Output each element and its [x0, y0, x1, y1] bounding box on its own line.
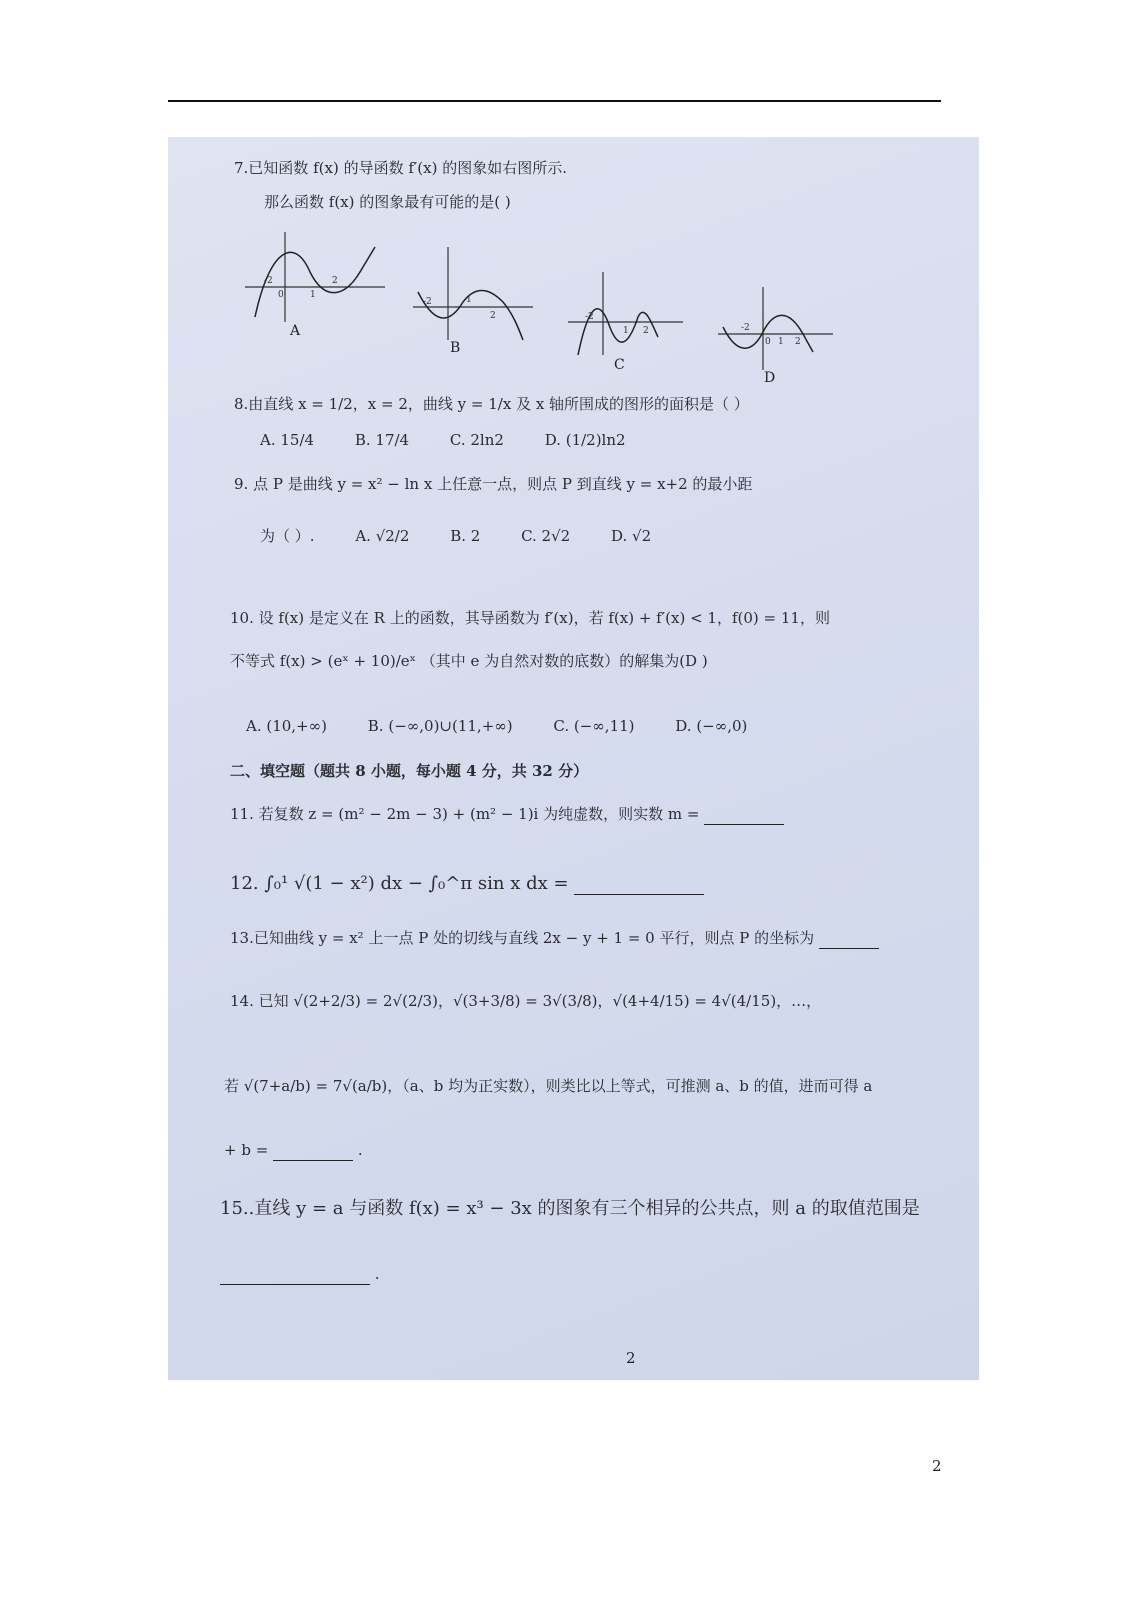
q14-line3-text: + b =	[224, 1141, 269, 1159]
inner-page-number: 2	[626, 1349, 636, 1367]
q12	[230, 872, 704, 895]
q14-line3	[224, 1141, 363, 1161]
svg-text:1: 1	[778, 337, 784, 347]
q11-text: 11. 若复数 z = (m² − 2m − 3) + (m² − 1)i 为纯虚数，则实数 m =	[230, 805, 700, 823]
q15-line2	[220, 1265, 380, 1285]
q13	[230, 929, 879, 949]
q7-line2: 那么函数 f(x) 的图象最有可能的是( )	[264, 193, 511, 211]
graph-b	[408, 242, 538, 342]
svg-text:2: 2	[490, 311, 496, 321]
q14-line1: 14. 已知 √(2+2/3) = 2√(2/3)，√(3+3/8) = 3√(3/8)，√(4+4/15) = 4√(4/15)，…，	[230, 992, 822, 1010]
q8-options	[260, 431, 662, 451]
q10-line2: 不等式 f(x) > (eˣ + 10)/eˣ （其中 e 为自然对数的底数）的解集为(D )	[230, 652, 708, 670]
q8-stem: 8.由直线 x = 1/2，x = 2，曲线 y = 1/x 及 x 轴所围成的图形的面积是（ ）	[234, 395, 749, 413]
section2-title: 二、填空题（题共 8 小题，每小题 4 分，共 32 分）	[230, 762, 589, 780]
q13-text: 13.已知曲线 y = x² 上一点 P 处的切线与直线 2x − y + 1 = 0 平行，则点 P 的坐标为	[230, 929, 815, 947]
q10-line1: 10. 设 f(x) 是定义在 R 上的函数，其导函数为 f′(x)，若 f(x) + f′(x) < 1，f(0) = 11，则	[230, 609, 830, 627]
q15-line1: 15..直线 y = a 与函数 f(x) = x³ − 3x 的图象有三个相异的公共点，则 a 的取值范围是	[220, 1198, 920, 1219]
q8-option-d: D. (1/2)ln2	[544, 431, 626, 449]
q9-option-c: C. 2√2	[521, 527, 571, 545]
graph-a	[240, 227, 390, 327]
q10-option-d: D. (−∞,0)	[675, 717, 748, 735]
q8-option-c: C. 2ln2	[449, 431, 504, 449]
q9-option-d: D. √2	[610, 527, 652, 545]
q10-option-b: B. (−∞,0)∪(11,+∞)	[367, 717, 513, 735]
svg-text:-2: -2	[585, 312, 594, 322]
page-number: 2	[932, 1457, 942, 1475]
q15-answer-blank	[220, 1266, 370, 1285]
q9-stem2: 为（ ）.	[260, 527, 315, 545]
svg-text:0: 0	[278, 290, 284, 300]
q9-stem: 9. 点 P 是曲线 y = x² − ln x 上任意一点，则点 P 到直线 y = x+2 的最小距	[234, 475, 753, 493]
q12-answer-blank	[574, 876, 704, 895]
q10-option-c: C. (−∞,11)	[553, 717, 635, 735]
q14-line3-end: .	[357, 1141, 363, 1159]
graph-b-label: B	[450, 340, 461, 356]
svg-text:-2: -2	[423, 297, 432, 307]
q7-line1: 7.已知函数 f(x) 的导函数 f′(x) 的图象如右图所示.	[234, 159, 567, 177]
q11-answer-blank	[704, 806, 784, 825]
graph-c-label: C	[614, 357, 625, 373]
header-rule	[168, 100, 941, 102]
q15-line2-end: .	[374, 1265, 380, 1283]
graph-c	[563, 267, 688, 357]
q13-answer-blank	[819, 930, 879, 949]
svg-text:-2: -2	[264, 276, 273, 286]
q10-option-a: A. (10,+∞)	[246, 717, 327, 735]
q10-options	[246, 717, 783, 737]
svg-text:1: 1	[466, 295, 472, 305]
svg-text:2: 2	[643, 326, 649, 336]
svg-text:-2: -2	[741, 323, 750, 333]
svg-text:1: 1	[310, 290, 316, 300]
q12-text: 12. ∫₀¹ √(1 − x²) dx − ∫₀^π sin x dx =	[230, 873, 569, 894]
q9-options	[260, 527, 687, 547]
svg-text:1: 1	[623, 326, 629, 336]
q9-option-a: A. √2/2	[355, 527, 410, 545]
graph-a-label: A	[290, 323, 301, 339]
exam-photo	[168, 137, 979, 1380]
svg-text:2: 2	[332, 276, 338, 286]
q8-option-a: A. 15/4	[260, 431, 315, 449]
svg-text:2: 2	[795, 337, 801, 347]
q8-option-b: B. 17/4	[354, 431, 410, 449]
q9-option-b: B. 2	[450, 527, 481, 545]
graph-d-label: D	[764, 370, 776, 386]
graph-d	[713, 282, 838, 372]
q11	[230, 805, 784, 825]
svg-text:0: 0	[765, 337, 771, 347]
q14-line2: 若 √(7+a/b) = 7√(a/b)，（a、b 均为正实数），则类比以上等式，可推测 a、b 的值，进而可得 a	[224, 1077, 873, 1095]
q14-answer-blank	[273, 1142, 353, 1161]
